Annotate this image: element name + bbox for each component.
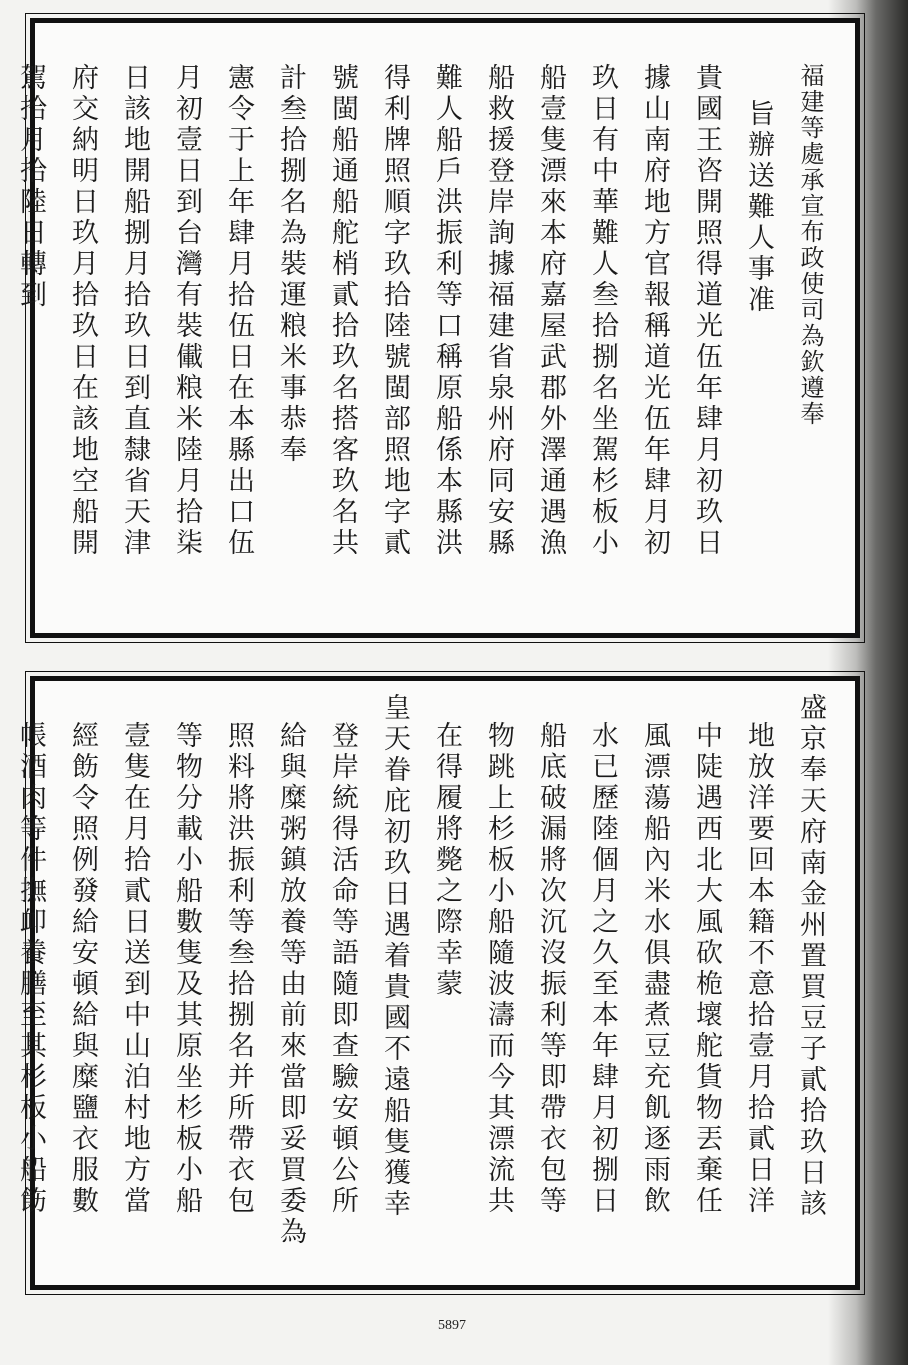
top-document-panel	[15, 18, 860, 638]
text-column: 中陡遇西北大風砍桅壞舵貨物丟棄任	[691, 721, 722, 1217]
text-column: 照料將洪振利等叁拾捌名并所帶衣包	[223, 721, 254, 1217]
text-column: 船底破漏將次沉沒振利等即帶衣包等	[535, 721, 566, 1217]
text-column: 盛京奉天府南金州置買豆子貳拾玖日該	[795, 693, 826, 1220]
text-column: 皇天眷庇初玖日遇着貴國不遠船隻獲幸	[379, 693, 410, 1220]
text-column: 福建等處承宣布政使司為欽遵奉	[796, 63, 824, 427]
text-column: 據山南府地方官報稱道光伍年肆月初	[639, 63, 670, 559]
text-column: 登岸統得活命等語隨即查驗安頓公所	[327, 721, 358, 1217]
bottom-document-panel	[15, 676, 860, 1290]
page-number: 5897	[438, 1318, 466, 1333]
text-column: 貴國王咨開照得道光伍年肆月初玖日	[691, 63, 722, 559]
text-column: 得利牌照順字玖拾陸號閩部照地字貳	[379, 63, 410, 559]
text-column: 府交納明日玖月拾玖日在該地空船開	[67, 63, 98, 559]
top-text-columns	[15, 63, 835, 603]
text-column: 經飭令照例發給安頓給與糜鹽衣服數	[67, 721, 98, 1217]
text-column: 給與糜粥鎮放養等由前來當即妥買委為	[275, 721, 306, 1248]
text-column: 船救援登岸詢據福建省泉州府同安縣	[483, 63, 514, 559]
text-column: 難人船戶洪振利等口稱原船係本縣洪	[431, 63, 462, 559]
text-column: 日該地開船捌月拾玖日到直隸省天津	[119, 63, 150, 559]
text-column: 旨辦送難人事准	[743, 99, 774, 316]
text-column: 船壹隻漂來本府嘉屋武郡外澤通遇漁	[535, 63, 566, 559]
text-column: 玖日有中華難人叁拾捌名坐駕杉板小	[587, 63, 618, 559]
text-column: 計叁拾捌名為裝運粮米事恭奉	[275, 63, 306, 466]
text-column: 地放洋要回本籍不意拾壹月拾貳日洋	[743, 721, 774, 1217]
bottom-text-columns	[15, 693, 835, 1255]
text-column: 風漂蕩船內米水俱盡煮豆充飢逐雨飲	[639, 721, 670, 1217]
text-column: 在得履將斃之際幸蒙	[431, 721, 462, 1000]
text-column: 駕拾月拾陸日轉到	[15, 63, 46, 311]
text-column: 水已歷陸個月之久至本年肆月初捌日	[587, 721, 618, 1217]
text-column: 帳酒肉等件撫卹養膳至其杉板小船飭	[15, 721, 46, 1217]
text-column: 壹隻在月拾貳日送到中山泊村地方當	[119, 721, 150, 1217]
text-column: 物跳上杉板小船隨波濤而今其漂流共	[483, 721, 514, 1217]
text-column: 憲令于上年肆月拾伍日在本縣出口伍	[223, 63, 254, 559]
text-column: 等物分載小船數隻及其原坐杉板小船	[171, 721, 202, 1217]
text-column: 月初壹日到台灣有裝儎粮米陸月拾柒	[171, 63, 202, 559]
text-column: 號閩船通船舵梢貳拾玖名搭客玖名共	[327, 63, 358, 559]
